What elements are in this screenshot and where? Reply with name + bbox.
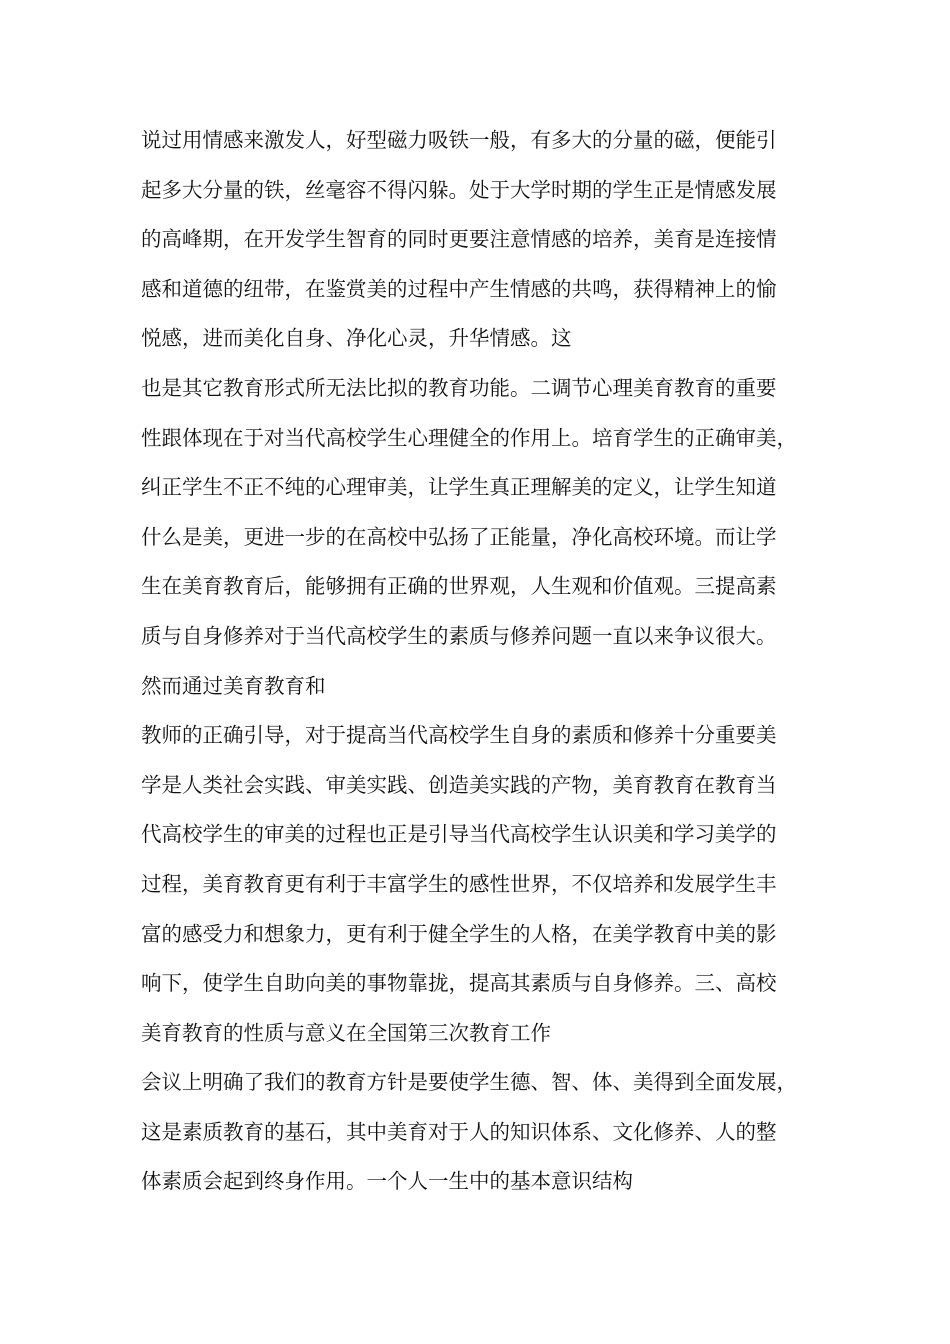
text-line: 过程，美育教育更有利于丰富学生的感性世界，不仅培养和发展学生丰 [141,871,777,896]
body-text [141,116,841,1207]
text-line: 会议上明确了我们的教育方针是要使学生德、智、体、美得到全面发展， [141,1070,797,1095]
text-line: 什么是美，更进一步的在高校中弘扬了正能量，净化高校环境。而让学 [141,524,777,549]
text-line: 美育教育的性质与意义在全国第三次教育工作 [141,1020,551,1045]
text-line: 起多大分量的铁，丝毫容不得闪躲。处于大学时期的学生正是情感发展 [141,177,777,202]
text-line: 响下，使学生自助向美的事物靠拢，提高其素质与自身修养。三、高校 [141,971,777,996]
text-line: 学是人类社会实践、审美实践、创造美实践的产物，美育教育在教育当 [141,772,777,797]
text-line: 代高校学生的审美的过程也正是引导当代高校学生认识美和学习美学的 [141,822,777,847]
text-line: 富的感受力和想象力，更有利于健全学生的人格，在美学教育中美的影 [141,921,777,946]
text-line: 性跟体现在于对当代高校学生心理健全的作用上。培育学生的正确审美， [141,425,797,450]
text-line: 的高峰期，在开发学生智育的同时更要注意情感的培养，美育是连接情 [141,227,777,252]
text-line: 纠正学生不正不纯的心理审美，让学生真正理解美的定义，让学生知道 [141,475,777,500]
text-line: 教师的正确引导，对于提高当代高校学生自身的素质和修养十分重要美 [141,723,777,748]
text-line: 质与自身修养对于当代高校学生的素质与修养问题一直以来争议很大。 [141,623,777,648]
text-line: 这是素质教育的基石，其中美育对于人的知识体系、文化修养、人的整 [141,1119,777,1144]
text-line: 感和道德的纽带，在鉴赏美的过程中产生情感的共鸣，获得精神上的愉 [141,276,777,301]
text-line: 悦感，进而美化自身、净化心灵，升华情感。这 [141,326,572,351]
text-line: 说过用情感来激发人，好型磁力吸铁一般，有多大的分量的磁，便能引 [141,128,777,152]
text-line: 生在美育教育后，能够拥有正确的世界观，人生观和价值观。三提高素 [141,574,777,599]
text-line: 也是其它教育形式所无法比拟的教育功能。二调节心理美育教育的重要 [141,375,777,400]
text-line: 体素质会起到终身作用。一个人一生中的基本意识结构 [141,1169,633,1194]
text-line: 然而通过美育教育和 [141,673,326,698]
